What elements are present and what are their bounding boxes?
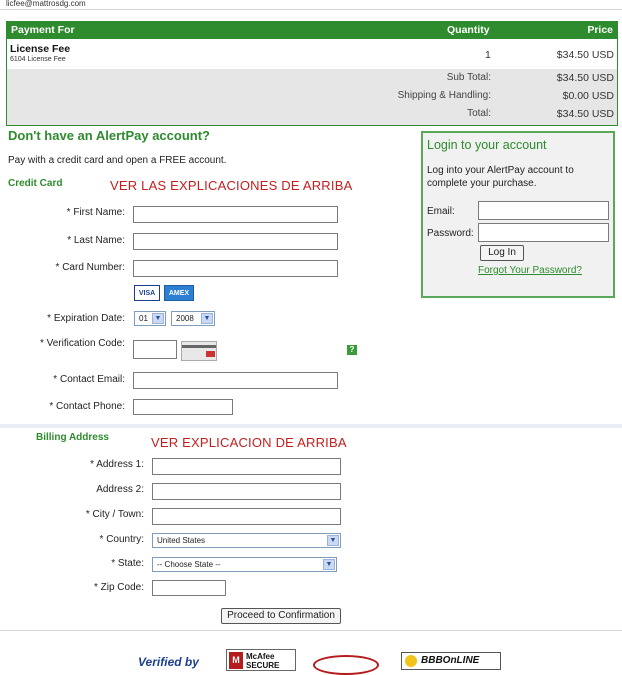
cvv-card-stripe: [182, 345, 216, 348]
col-price: Price: [587, 24, 613, 36]
address2-label: Address 2:: [96, 484, 144, 495]
billing-note: VER EXPLICACION DE ARRIBA: [151, 435, 347, 450]
zip-input[interactable]: [152, 580, 226, 596]
verification-label: * Verification Code:: [39, 338, 125, 349]
expiration-month-value: 01: [139, 314, 148, 323]
first-name-input[interactable]: [133, 206, 338, 223]
login-password-input[interactable]: [478, 223, 609, 242]
summary-totals: [7, 69, 617, 125]
cvv-card-icon: [181, 341, 217, 361]
no-account-title: Don't have an AlertPay account?: [8, 128, 210, 143]
state-label: * State:: [111, 558, 144, 569]
summary-header: [7, 22, 617, 39]
expiration-year-select[interactable]: [171, 311, 215, 326]
summary-item-row: [7, 39, 617, 69]
no-account-text: Pay with a credit card and open a FREE account.: [8, 155, 227, 166]
top-divider: [0, 9, 622, 10]
last-name-label: * Last Name:: [67, 235, 125, 246]
item-quantity: 1: [485, 49, 491, 61]
last-name-input[interactable]: [133, 233, 338, 250]
credit-card-section-label: Credit Card: [8, 178, 63, 189]
bbb-icon: [405, 655, 417, 667]
section-divider: [0, 424, 622, 428]
total-value: $34.50 USD: [556, 108, 614, 120]
login-email-label: Email:: [427, 206, 455, 217]
account-email: licfee@mattrosdg.com: [6, 0, 86, 8]
chevron-down-icon: ▼: [323, 559, 335, 570]
login-password-label: Password:: [427, 228, 474, 239]
visa-card-icon: VISA: [134, 285, 160, 301]
forgot-password-link[interactable]: Forgot Your Password?: [478, 265, 582, 276]
verification-input[interactable]: [133, 340, 177, 359]
chevron-down-icon: ▼: [152, 313, 164, 324]
address2-input[interactable]: [152, 483, 341, 500]
shipping-value: $0.00 USD: [562, 90, 614, 102]
chevron-down-icon: ▼: [201, 313, 213, 324]
mcafee-text: McAfee SECURE: [246, 652, 280, 670]
contact-phone-input[interactable]: [133, 399, 233, 415]
col-quantity: Quantity: [447, 24, 490, 36]
city-input[interactable]: [152, 508, 341, 525]
subtotal-value: $34.50 USD: [556, 72, 614, 84]
expiration-month-select[interactable]: [134, 311, 166, 326]
cvv-code-box: [206, 351, 215, 357]
card-number-label: * Card Number:: [55, 262, 125, 273]
state-value: -- Choose State --: [157, 560, 221, 569]
city-label: * City / Town:: [85, 509, 144, 520]
country-select[interactable]: [152, 533, 341, 548]
shipping-label: Shipping & Handling:: [397, 90, 491, 101]
item-price: $34.50 USD: [556, 49, 614, 61]
expiration-year-value: 2008: [176, 314, 194, 323]
login-email-input[interactable]: [478, 201, 609, 220]
login-button[interactable]: Log In: [480, 245, 524, 261]
expiration-label: * Expiration Date:: [47, 313, 125, 324]
proceed-button[interactable]: Proceed to Confirmation: [221, 608, 341, 624]
contact-phone-label: * Contact Phone:: [49, 401, 125, 412]
country-label: * Country:: [99, 534, 144, 545]
col-payment-for: Payment For: [11, 24, 75, 36]
contact-email-label: * Contact Email:: [53, 374, 125, 385]
mcafee-shield-icon: M: [229, 652, 243, 669]
address1-input[interactable]: [152, 458, 341, 475]
amex-card-icon: AMEX: [164, 285, 194, 301]
subtotal-label: Sub Total:: [446, 72, 491, 83]
order-summary: [6, 21, 618, 126]
help-icon[interactable]: ?: [347, 345, 357, 355]
login-text: Log into your AlertPay account to complete your purchase.: [427, 165, 574, 189]
verified-by-logo: Verified by: [138, 655, 199, 669]
item-description: 6104 License Fee: [10, 56, 66, 63]
bbb-online-badge: [401, 652, 501, 670]
country-value: United States: [157, 536, 206, 545]
chevron-down-icon: ▼: [327, 535, 339, 546]
trust-seal-icon: [313, 655, 379, 675]
zip-label: * Zip Code:: [93, 582, 144, 593]
billing-section-label: Billing Address: [36, 432, 109, 443]
card-number-input[interactable]: [133, 260, 338, 277]
address1-label: * Address 1:: [90, 459, 144, 470]
footer-divider: [0, 630, 622, 631]
credit-card-note: VER LAS EXPLICACIONES DE ARRIBA: [110, 178, 353, 193]
state-select[interactable]: [152, 557, 337, 572]
contact-email-input[interactable]: [133, 372, 338, 389]
total-label: Total:: [467, 108, 491, 119]
item-name: License Fee: [10, 43, 71, 55]
login-panel: [421, 131, 615, 298]
bbb-text: BBBOnLINE: [421, 655, 480, 666]
first-name-label: * First Name:: [66, 207, 125, 218]
login-title: Login to your account: [427, 138, 547, 152]
